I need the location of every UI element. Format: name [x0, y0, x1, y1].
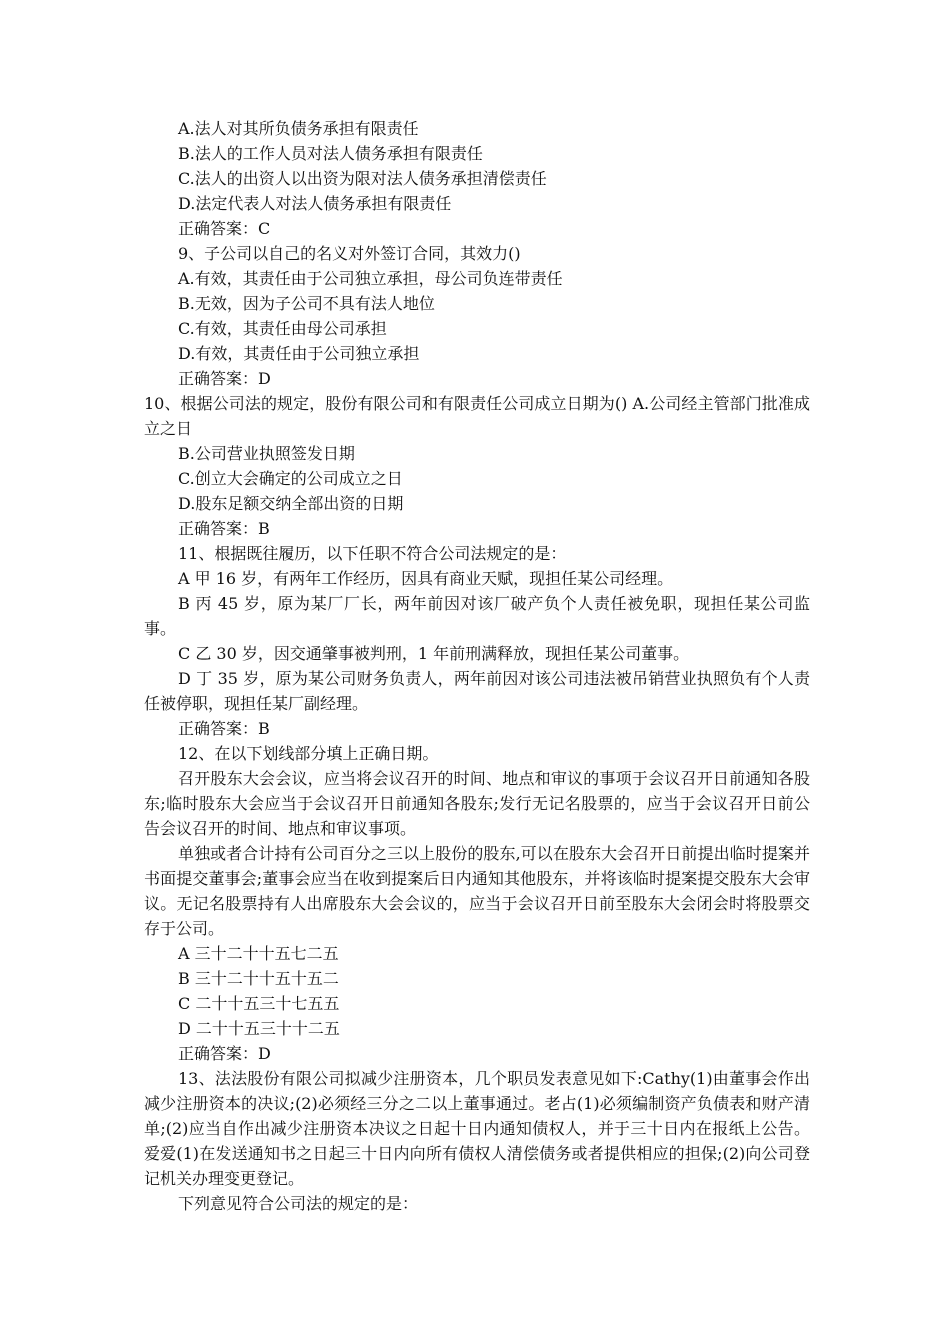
question-line: 9、子公司以自己的名义对外签订合同，其效力(): [178, 244, 521, 263]
option-line: D 丁 35 岁，原为某公司财务负责人，两年前因对该公司违法被吊销营业执照负有个人责任被停职，现担任某厂副经理。: [144, 669, 810, 713]
option-line: B 三十二十十五十五二: [178, 969, 339, 988]
document-body: [144, 116, 810, 1216]
question-line: 10、根据公司法的规定，股份有限公司和有限责任公司成立日期为() A.公司经主管部门批准成立之日: [144, 394, 810, 438]
option-line: D.法定代表人对法人债务承担有限责任: [178, 194, 452, 213]
paragraph: 召开股东大会会议，应当将会议召开的时间、地点和审议的事项于会议召开日前通知各股东;临时股东大会应当于会议召开日前通知各股东;发行无记名股票的，应当于会议召开日前公告会议召开的时间、地点和审议事项。: [144, 769, 810, 838]
answer-line: 正确答案：C: [178, 219, 271, 238]
option-line: D.股东足额交纳全部出资的日期: [178, 494, 404, 513]
question-line: 下列意见符合公司法的规定的是：: [178, 1194, 419, 1213]
paragraph: 单独或者合计持有公司百分之三以上股份的股东,可以在股东大会召开日前提出临时提案并书面提交董事会;董事会应当在收到提案后日内通知其他股东，并将该临时提案提交股东大会审议。无记名股票持有人出席股东大会会议的，应当于会议召开日前至股东大会闭会时将股票交存于公司。: [144, 844, 810, 938]
option-line: B.公司营业执照签发日期: [178, 444, 355, 463]
answer-line: 正确答案：B: [178, 519, 270, 538]
answer-line: 正确答案：B: [178, 719, 270, 738]
option-line: A 甲 16 岁，有两年工作经历，因具有商业天赋，现担任某公司经理。: [178, 569, 674, 588]
question-line: 12、在以下划线部分填上正确日期。: [178, 744, 439, 763]
option-line: A.法人对其所负债务承担有限责任: [178, 119, 419, 138]
answer-line: 正确答案：D: [178, 369, 271, 388]
option-line: B.法人的工作人员对法人债务承担有限责任: [178, 144, 483, 163]
option-line: A.有效，其责任由于公司独立承担，母公司负连带责任: [178, 269, 563, 288]
option-line: C.有效，其责任由母公司承担: [178, 319, 387, 338]
option-line: C 二十十五三十七五五: [178, 994, 340, 1013]
question-line: 13、法法股份有限公司拟减少注册资本，几个职员发表意见如下:Cathy(1)由董事会作出减少注册资本的决议;(2)必须经三分之二以上董事通过。老占(1)必须编制资产负债表和财产清单;(2)应当自作出减少注册资本决议之日起十日内通知债权人，并于三十日内在报纸上公告。爱爱(1)在发送通知书之日起三十日内向所有债权人清偿债务或者提供相应的担保;(2)向公司登记机关办理变更登记。: [144, 1069, 810, 1188]
option-line: C 乙 30 岁，因交通肇事被判刑，1 年前刑满释放，现担任某公司董事。: [178, 644, 690, 663]
answer-line: 正确答案：D: [178, 1044, 271, 1063]
option-line: C.创立大会确定的公司成立之日: [178, 469, 403, 488]
question-line: 11、根据既往履历，以下任职不符合公司法规定的是：: [178, 544, 567, 563]
option-line: B 丙 45 岁，原为某厂厂长，两年前因对该厂破产负个人责任被免职，现担任某公司监事。: [144, 594, 810, 638]
option-line: C.法人的出资人以出资为限对法人债务承担清偿责任: [178, 169, 547, 188]
option-line: A 三十二十十五七二五: [178, 944, 339, 963]
option-line: D 二十十五三十十二五: [178, 1019, 340, 1038]
option-line: D.有效，其责任由于公司独立承担: [178, 344, 420, 363]
option-line: B.无效，因为子公司不具有法人地位: [178, 294, 435, 313]
